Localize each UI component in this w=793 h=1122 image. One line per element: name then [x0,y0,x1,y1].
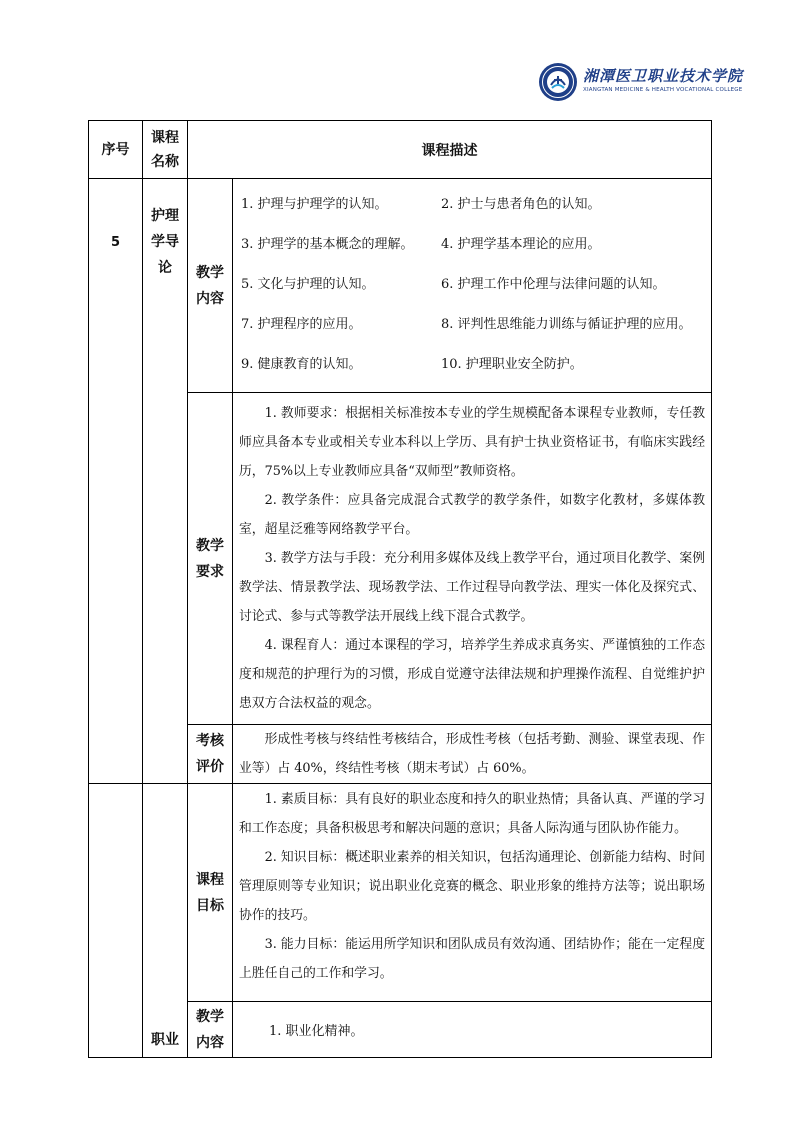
course5-assessment-label-line2: 评价 [196,759,224,775]
list-item: 1. 护理与护理学的认知。 [241,197,388,212]
course5-name-line3: 论 [158,260,172,276]
course6-num [89,784,143,1058]
course6-goals-label-line2: 目标 [196,897,224,914]
requirement-paragraph: 4. 课程育人：通过本课程的学习，培养学生养成求真务实、严谨慎独的工作态度和规范的护理行为的习惯，形成自觉遵守法律法规和护理操作流程、自觉维护护患双方合法权益的观念。 [239,638,705,711]
course6-goals-cell [233,784,712,1002]
header-course-name-line1: 课程 [151,129,179,146]
list-item: 8. 评判性思维能力训练与循证护理的应用。 [441,317,692,332]
course6-goals-label [188,784,233,1002]
course-table [88,120,712,1058]
course5-requirements-label-line1: 教学 [196,537,224,554]
course5-content-cell [233,179,712,393]
header-description: 课程描述 [188,121,712,179]
list-item: 5. 文化与护理的认知。 [241,277,375,292]
requirement-paragraph: 3. 教学方法与手段：充分利用多媒体及线上教学平台，通过项目化教学、案例教学法、情景教学法、现场教学法、工作过程导向教学法、理实一体化及探究式、讨论式、参与式等教学法开展线上线下混合式教学。 [239,551,705,624]
course6-content-label-line1: 教学 [196,1008,224,1025]
college-seal-icon [538,62,578,102]
course6-goals-label-line1: 课程 [196,871,224,888]
college-name-en: XIANGTAN MEDICINE & HEALTH VOCATIONAL COLLEGE [583,87,743,93]
header-course-name-line2: 名称 [151,153,179,170]
requirement-paragraph: 1. 教师要求：根据相关标准按本专业的学生规模配备本课程专业教师，专任教师应具备本专业或相关专业本科以上学历、具有护士执业资格证书，有临床实践经历，75%以上专业教师应具备“双师型”教师资格。 [239,406,705,479]
list-item: 6. 护理工作中伦理与法律问题的认知。 [441,277,666,292]
list-item: 1. 职业化精神。 [269,1024,364,1039]
course5-content-label-line2: 内容 [196,290,224,307]
goal-paragraph: 3. 能力目标：能运用所学知识和团队成员有效沟通、团结协作；能在一定程度上胜任自己的工作和学习。 [239,937,705,981]
course5-requirements-cell [233,393,712,725]
course6-content-cell [233,1002,712,1058]
course5-requirements-label [188,393,233,725]
list-item: 3. 护理学的基本概念的理解。 [241,237,414,252]
list-item: 9. 健康教育的认知。 [241,357,362,372]
course6-content-label-line2: 内容 [196,1034,224,1051]
course5-content-label-line1: 教学 [196,264,224,281]
goal-paragraph: 2. 知识目标：概述职业素养的相关知识，包括沟通理论、创新能力结构、时间管理原则等专业知识；说出职业化竞赛的概念、职业形象的维持方法等；说出职场协作的技巧。 [239,850,705,923]
assessment-text: 形成性考核与终结性考核结合，形成性考核（包括考勤、测验、课堂表现、作业等）占 40%，终结性考核（期末考试）占 60%。 [239,732,705,776]
course5-name [143,179,188,784]
course5-content-list [241,185,705,385]
course6-content-label [188,1002,233,1058]
course5-assessment-label-line1: 考核 [196,733,224,749]
course5-assessment-cell [233,725,712,784]
course5-name-line1: 护理 [151,208,179,224]
list-item: 4. 护理学基本理论的应用。 [441,237,601,252]
list-item: 7. 护理程序的应用。 [241,317,362,332]
course6-name: 职业 [143,784,188,1058]
list-item: 10. 护理职业安全防护。 [441,357,583,372]
college-logo [538,62,744,102]
course5-content-label [188,179,233,393]
list-item: 2. 护士与患者角色的认知。 [441,197,601,212]
requirement-paragraph: 2. 教学条件：应具备完成混合式教学的教学条件，如数字化教材，多媒体教室，超星泛雅等网络教学平台。 [239,493,705,537]
course6-goals-row [89,784,712,1002]
course5-assessment-label [188,725,233,784]
course5-num: 5 [89,179,143,784]
course5-content-row [89,179,712,393]
course5-requirements-label-line2: 要求 [196,563,224,580]
college-name-cn: 湘潭医卫职业技术学院 [583,67,744,85]
goal-paragraph: 1. 素质目标：具有良好的职业态度和持久的职业热情；具备认真、严谨的学习和工作态度；具备积极思考和解决问题的意识；具备人际沟通与团队协作能力。 [239,792,705,836]
header-course-name [143,121,188,179]
header-num: 序号 [89,121,143,179]
table-header-row [89,121,712,179]
course5-name-line2: 学导 [151,234,179,250]
